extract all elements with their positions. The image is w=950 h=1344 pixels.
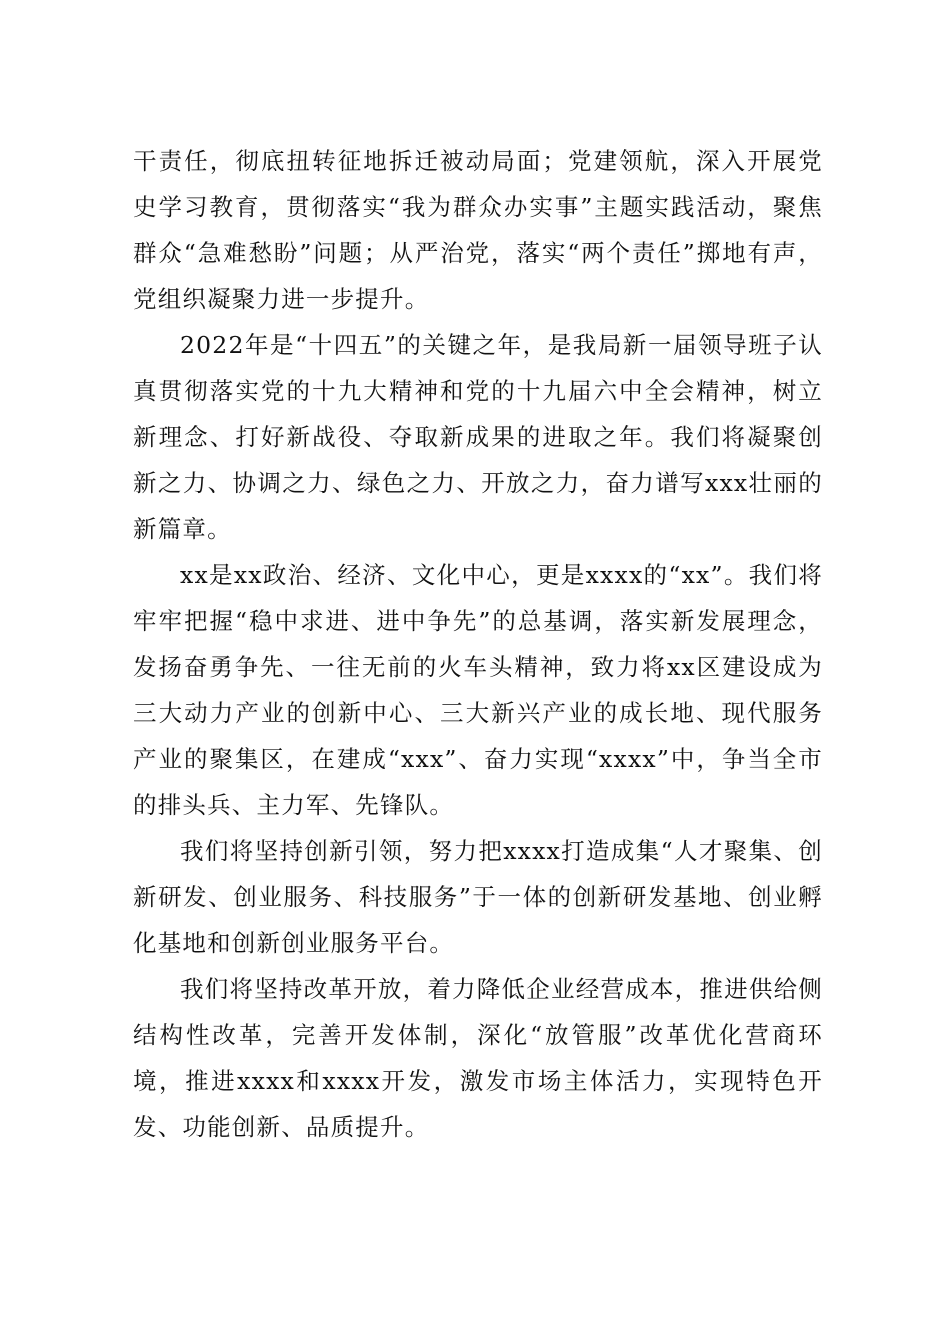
paragraph-innovation: 我们将坚持创新引领，努力把xxxx打造成集“人才聚集、创新研发、创业服务、科技服务”于一体的创新研发基地、创业孵化基地和创新创业服务平台。	[133, 837, 823, 957]
paragraph-reform-opening: 我们将坚持改革开放，着力降低企业经营成本，推进供给侧结构性改革，完善开发体制，深化“放管服”改革优化营商环境，推进xxxx和xxxx开发，激发市场主体活力，实现特色开发、功能创新、品质提升。	[133, 975, 823, 1141]
paragraph-continued: 干责任，彻底扭转征地拆迁被动局面；党建领航，深入开展党史学习教育，贯彻落实“我为群众办实事”主题实践活动，聚焦群众“急难愁盼”问题；从严治党，落实“两个责任”掷地有声，党组织凝聚力进一步提升。	[133, 147, 823, 313]
paragraph-district-goals: xx是xx政治、经济、文化中心，更是xxxx的“xx”。我们将牢牢把握“稳中求进、进中争先”的总基调，落实新发展理念，发扬奋勇争先、一往无前的火车头精神，致力将xx区建设成为三大动力产业的创新中心、三大新兴产业的成长地、现代服务产业的聚集区，在建成“xxx”、奋力实现“xxxx”中，争当全市的排头兵、主力军、先锋队。	[133, 561, 823, 819]
paragraph-2022-outlook: 2022年是“十四五”的关键之年，是我局新一届领导班子认真贯彻落实党的十九大精神和党的十九届六中全会精神，树立新理念、打好新战役、夺取新成果的进取之年。我们将凝聚创新之力、协调之力、绿色之力、开放之力，奋力谱写xxx壮丽的新篇章。	[133, 331, 823, 543]
document-body	[133, 138, 823, 1150]
